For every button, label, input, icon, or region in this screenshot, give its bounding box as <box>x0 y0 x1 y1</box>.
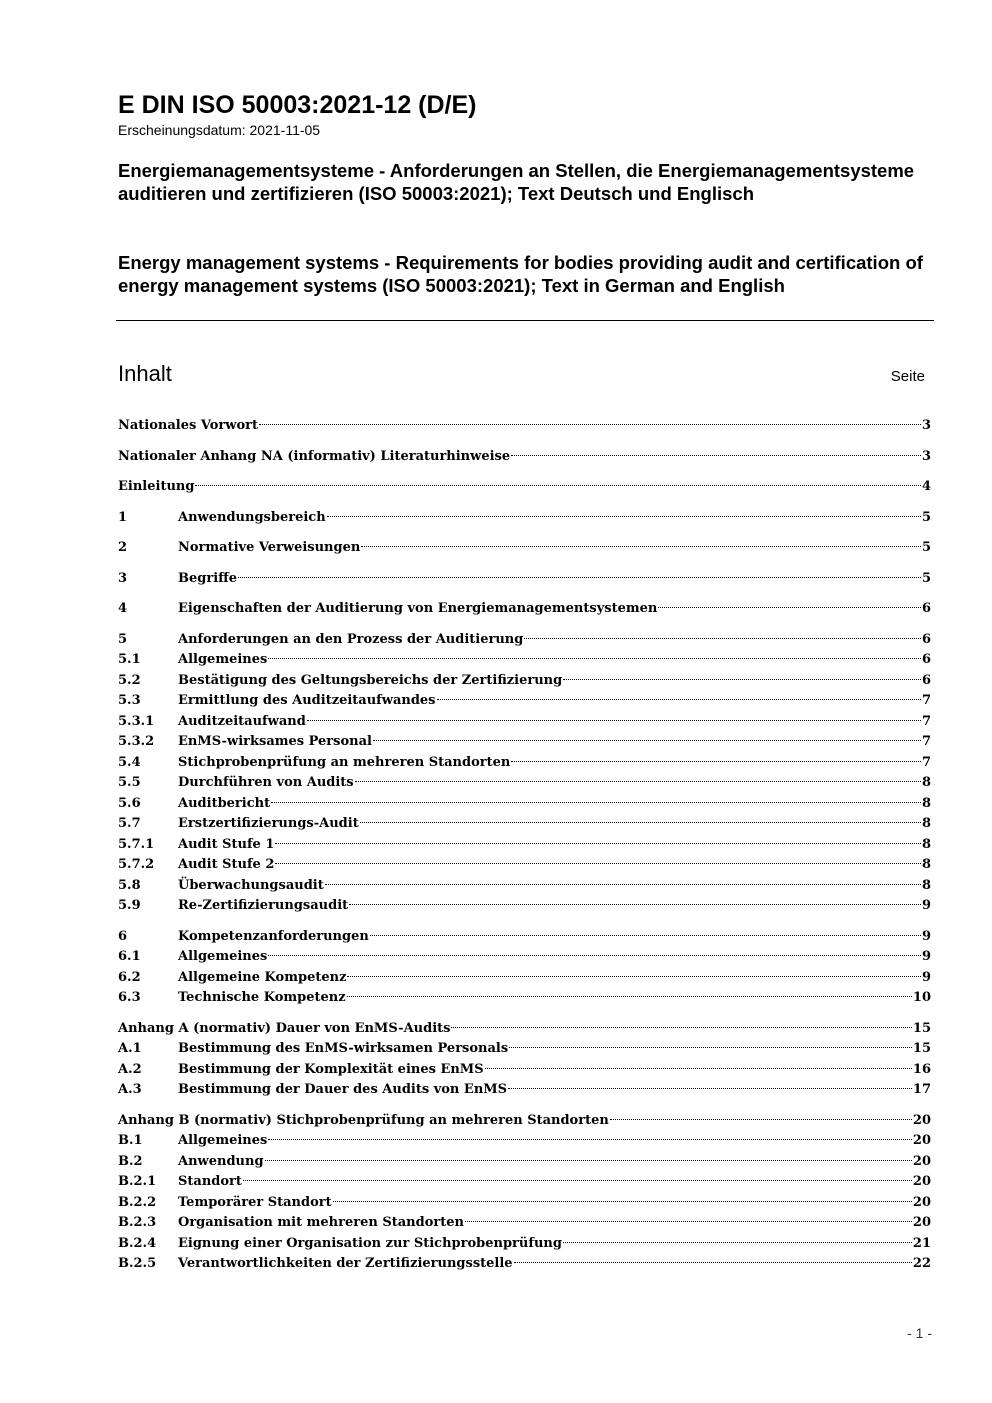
toc-entry[interactable] <box>118 477 931 498</box>
page-number: - 1 - <box>907 1325 932 1341</box>
toc-dot-leader <box>524 638 921 639</box>
toc-entry[interactable] <box>118 1193 931 1214</box>
toc-entry-page: 5 <box>921 570 931 586</box>
toc-entry-page: 6 <box>921 652 931 667</box>
toc-entry[interactable] <box>118 835 931 856</box>
toc-entry-title: Allgemeines <box>178 1133 268 1148</box>
toc-dot-leader <box>325 884 921 885</box>
toc-dot-leader <box>465 1221 912 1222</box>
toc-dot-leader <box>327 516 921 517</box>
toc-dot-leader <box>268 658 921 659</box>
toc-dot-leader <box>511 455 921 456</box>
toc-entry-number: B.2 <box>118 1153 143 1169</box>
toc-dot-leader <box>275 843 921 844</box>
toc-entry-title: Audit Stufe 2 <box>178 857 275 872</box>
toc-entry-number: B.2.1 <box>118 1174 157 1189</box>
toc-entry-number: B.1 <box>118 1133 143 1148</box>
toc-dot-leader <box>658 607 921 608</box>
toc-dot-leader <box>271 802 921 803</box>
toc-entry[interactable] <box>118 508 931 529</box>
toc-entry-number: B.2.5 <box>118 1256 157 1271</box>
toc-entry-page: 5 <box>921 540 931 555</box>
toc-dot-leader <box>373 740 921 741</box>
toc-entry-page: 6 <box>921 631 931 647</box>
toc-entry-title: Allgemeine Kompetenz <box>178 969 347 985</box>
toc-entry-page: 6 <box>921 672 931 688</box>
toc-entry-number: B.2.3 <box>118 1215 157 1230</box>
header-divider <box>116 320 934 321</box>
toc-entry[interactable] <box>118 876 931 897</box>
toc-dot-leader <box>563 679 921 680</box>
toc-entry[interactable] <box>118 1254 931 1275</box>
toc-dot-leader <box>508 1088 912 1089</box>
toc-entry-title: EnMS-wirksames Personal <box>178 734 372 749</box>
toc-dot-leader <box>610 1119 912 1120</box>
toc-entry-page: 8 <box>921 836 931 852</box>
toc-entry-title: Kompetenzanforderungen <box>178 928 369 944</box>
toc-entry[interactable] <box>118 814 931 835</box>
toc-dot-leader <box>243 1180 912 1181</box>
toc-entry-page: 8 <box>921 857 931 872</box>
toc-dot-leader <box>349 904 921 905</box>
toc-entry[interactable] <box>118 794 931 815</box>
toc-entry[interactable] <box>118 1172 931 1193</box>
toc-entry-page: 15 <box>912 1041 931 1056</box>
toc-entry[interactable] <box>118 599 931 620</box>
toc-entry[interactable] <box>118 773 931 794</box>
toc-entry-page: 8 <box>921 816 931 831</box>
toc-entry-number: 2 <box>118 540 128 555</box>
toc-entry-page: 22 <box>912 1256 931 1271</box>
toc-entry[interactable] <box>118 1019 931 1040</box>
toc-entry-number: 5.6 <box>118 795 141 811</box>
toc-dot-leader <box>238 577 921 578</box>
toc-entry[interactable] <box>118 650 931 671</box>
toc-entry-number: 6 <box>118 928 128 944</box>
toc-dot-leader <box>275 863 921 864</box>
toc-entry-number: 5.7 <box>118 816 141 831</box>
toc-entry-page: 6 <box>921 601 931 616</box>
toc-heading: Inhalt <box>118 361 172 386</box>
toc-entry-title: Anforderungen an den Prozess der Auditierung <box>178 631 524 647</box>
toc-entry[interactable] <box>118 753 931 774</box>
toc-entry[interactable] <box>118 1234 931 1255</box>
toc-entry-number: 5.9 <box>118 898 141 913</box>
toc-entry-page: 20 <box>912 1215 931 1230</box>
toc-entry-page: 3 <box>921 448 931 464</box>
toc-entry[interactable] <box>118 732 931 753</box>
toc-entry-number: 5.7.1 <box>118 836 155 852</box>
toc-entry-title: Standort <box>178 1174 242 1189</box>
toc-dot-leader <box>259 424 921 425</box>
toc-entry-title: Eignung einer Organisation zur Stichprobenprüfung <box>178 1235 562 1251</box>
toc-entry-page: 20 <box>912 1133 931 1148</box>
toc-entry-number: 5.3.1 <box>118 713 155 729</box>
toc-entry-title: Ermittlung des Auditzeitaufwandes <box>178 693 436 708</box>
toc-dot-leader <box>268 1139 912 1140</box>
toc-entry-page: 21 <box>912 1235 931 1251</box>
toc-entry-title: Bestätigung des Geltungsbereichs der Zertifizierung <box>178 672 563 688</box>
toc-entry-page: 15 <box>912 1020 931 1036</box>
toc-entry[interactable] <box>118 1111 931 1132</box>
toc-entry[interactable] <box>118 1039 931 1060</box>
toc-entry[interactable] <box>118 1213 931 1234</box>
toc-entry-page: 20 <box>912 1153 931 1169</box>
toc-entry-page: 16 <box>912 1061 931 1077</box>
toc-dot-leader <box>509 1047 912 1048</box>
toc-entry-title: Anwendung <box>178 1153 264 1169</box>
toc-entry-title: Überwachungsaudit <box>178 877 324 893</box>
toc-entry-title: Anwendungsbereich <box>178 509 326 525</box>
toc-entry[interactable] <box>118 712 931 733</box>
toc-entry[interactable] <box>118 630 931 651</box>
toc-entry[interactable] <box>118 691 931 712</box>
toc-entry-title: Organisation mit mehreren Standorten <box>178 1215 464 1230</box>
toc-entry[interactable] <box>118 538 931 559</box>
toc-entry-page: 8 <box>921 877 931 893</box>
toc-entry-title: Anhang B (normativ) Stichprobenprüfung an mehreren Standorten <box>118 1112 609 1128</box>
toc-entry-title: Einleitung <box>118 479 195 494</box>
toc-entry-title: Bestimmung der Komplexität eines EnMS <box>178 1061 484 1077</box>
toc-dot-leader <box>563 1242 912 1243</box>
toc-entry-title: Technische Kompetenz <box>178 990 346 1005</box>
toc-entry[interactable] <box>118 1131 931 1152</box>
toc-entry[interactable] <box>118 855 931 876</box>
toc-entry-page: 7 <box>921 713 931 729</box>
toc-entry-title: Begriffe <box>178 570 238 586</box>
toc-entry-page: 9 <box>921 949 931 964</box>
toc-entry-title: Normative Verweisungen <box>178 540 361 555</box>
toc-dot-leader <box>333 1201 912 1202</box>
toc-entry-page: 7 <box>921 754 931 770</box>
toc-dot-leader <box>437 699 921 700</box>
toc-entry-number: B.2.2 <box>118 1194 157 1210</box>
toc-entry-title: Nationaler Anhang NA (informativ) Literaturhinweise <box>118 448 511 464</box>
toc-entry[interactable] <box>118 416 931 437</box>
toc-entry-number: 5.3.2 <box>118 734 155 749</box>
toc-entry-number: 6.1 <box>118 949 141 964</box>
toc-dot-leader <box>360 822 921 823</box>
publication-date: Erscheinungsdatum: 2021-11-05 <box>118 122 321 138</box>
toc-entry-number: 4 <box>118 601 128 616</box>
toc-entry-page: 20 <box>912 1194 931 1210</box>
toc-entry-title: Stichprobenprüfung an mehreren Standorten <box>178 754 511 770</box>
toc-dot-leader <box>265 1160 912 1161</box>
toc-entry-number: 1 <box>118 509 128 525</box>
toc-entry-title: Anhang A (normativ) Dauer von EnMS-Audits <box>118 1020 451 1036</box>
toc-entry-title: Re-Zertifizierungsaudit <box>178 898 349 913</box>
toc-page-column-label: Seite <box>890 368 925 385</box>
toc-entry-number: 5.8 <box>118 877 141 893</box>
toc-entry[interactable] <box>118 447 931 468</box>
toc-entry[interactable] <box>118 1080 931 1101</box>
toc-entry-title: Temporärer Standort <box>178 1194 332 1210</box>
toc-entry-number: A.1 <box>118 1041 142 1056</box>
toc-dot-leader <box>361 546 921 547</box>
toc-entry-page: 9 <box>921 928 931 944</box>
toc-entry-page: 20 <box>912 1112 931 1128</box>
toc-entry[interactable] <box>118 1152 931 1173</box>
toc-entry-number: 5.7.2 <box>118 857 155 872</box>
toc-entry-page: 8 <box>921 775 931 790</box>
toc-entry[interactable] <box>118 569 931 590</box>
toc-entry-number: 5.3 <box>118 693 141 708</box>
subtitle-english: Energy management systems - Requirements for bodies providing audit and certification of energy management systems (ISO 50003:2021); Text in German and English <box>118 252 923 296</box>
toc-entry-title: Bestimmung des EnMS-wirksamen Personals <box>178 1041 509 1056</box>
toc-entry-number: 5.4 <box>118 754 141 770</box>
toc-entry-number: A.3 <box>118 1082 142 1097</box>
toc-entry-title: Durchführen von Audits <box>178 775 354 790</box>
toc-entry-number: 5.1 <box>118 652 141 667</box>
toc-entry[interactable] <box>118 1060 931 1081</box>
toc-entry-page: 7 <box>921 734 931 749</box>
toc-entry-page: 20 <box>912 1174 931 1189</box>
toc-entry[interactable] <box>118 927 931 948</box>
toc-entry-page: 4 <box>921 479 931 494</box>
toc-entry-number: 5.2 <box>118 672 141 688</box>
toc-dot-leader <box>355 781 921 782</box>
toc-entry-page: 9 <box>921 969 931 985</box>
subtitle-german: Energiemanagementsysteme - Anforderungen an Stellen, die Energiemanagementsysteme auditieren und zertifizieren (ISO 50003:2021); Text Deutsch und Englisch <box>118 160 915 204</box>
toc-entry-title: Eigenschaften der Auditierung von Energiemanagementsystemen <box>178 601 658 616</box>
toc-dot-leader <box>514 1262 912 1263</box>
toc-entry-title: Allgemeines <box>178 652 268 667</box>
toc-dot-leader <box>195 485 921 486</box>
toc-entry-page: 9 <box>921 898 931 913</box>
toc-entry-title: Audit Stufe 1 <box>178 836 275 852</box>
toc-entry-number: 5.5 <box>118 775 141 790</box>
toc-entry-page: 10 <box>912 990 931 1005</box>
toc-entry-title: Auditzeitaufwand <box>178 713 306 729</box>
table-of-contents <box>118 416 931 1275</box>
toc-entry[interactable] <box>118 671 931 692</box>
toc-entry-number: 6.3 <box>118 990 141 1005</box>
toc-dot-leader <box>307 720 921 721</box>
toc-dot-leader <box>347 996 912 997</box>
toc-dot-leader <box>485 1068 912 1069</box>
toc-entry-title: Nationales Vorwort <box>118 418 258 433</box>
toc-entry[interactable] <box>118 896 931 917</box>
toc-dot-leader <box>511 761 921 762</box>
toc-entry-number: 6.2 <box>118 969 141 985</box>
toc-entry-title: Bestimmung der Dauer des Audits von EnMS <box>178 1082 508 1097</box>
toc-entry[interactable] <box>118 988 931 1009</box>
toc-entry-number: B.2.4 <box>118 1235 157 1251</box>
toc-entry-page: 3 <box>921 418 931 433</box>
toc-entry-number: 3 <box>118 570 128 586</box>
toc-entry[interactable] <box>118 968 931 989</box>
toc-entry-title: Auditbericht <box>178 795 271 811</box>
toc-entry-number: A.2 <box>118 1061 142 1077</box>
document-title: E DIN ISO 50003:2021-12 (D/E) <box>118 91 477 119</box>
toc-dot-leader <box>451 1027 911 1028</box>
toc-entry-page: 8 <box>921 795 931 811</box>
toc-entry-page: 17 <box>912 1082 931 1097</box>
toc-entry-page: 7 <box>921 693 931 708</box>
toc-entry-title: Allgemeines <box>178 949 268 964</box>
toc-entry-page: 5 <box>921 509 931 525</box>
toc-dot-leader <box>347 976 921 977</box>
toc-entry[interactable] <box>118 947 931 968</box>
toc-entry-title: Verantwortlichkeiten der Zertifizierungsstelle <box>178 1256 513 1271</box>
toc-dot-leader <box>268 955 921 956</box>
toc-entry-number: 5 <box>118 631 128 647</box>
toc-entry-title: Erstzertifizierungs-Audit <box>178 816 359 831</box>
toc-dot-leader <box>370 935 921 936</box>
